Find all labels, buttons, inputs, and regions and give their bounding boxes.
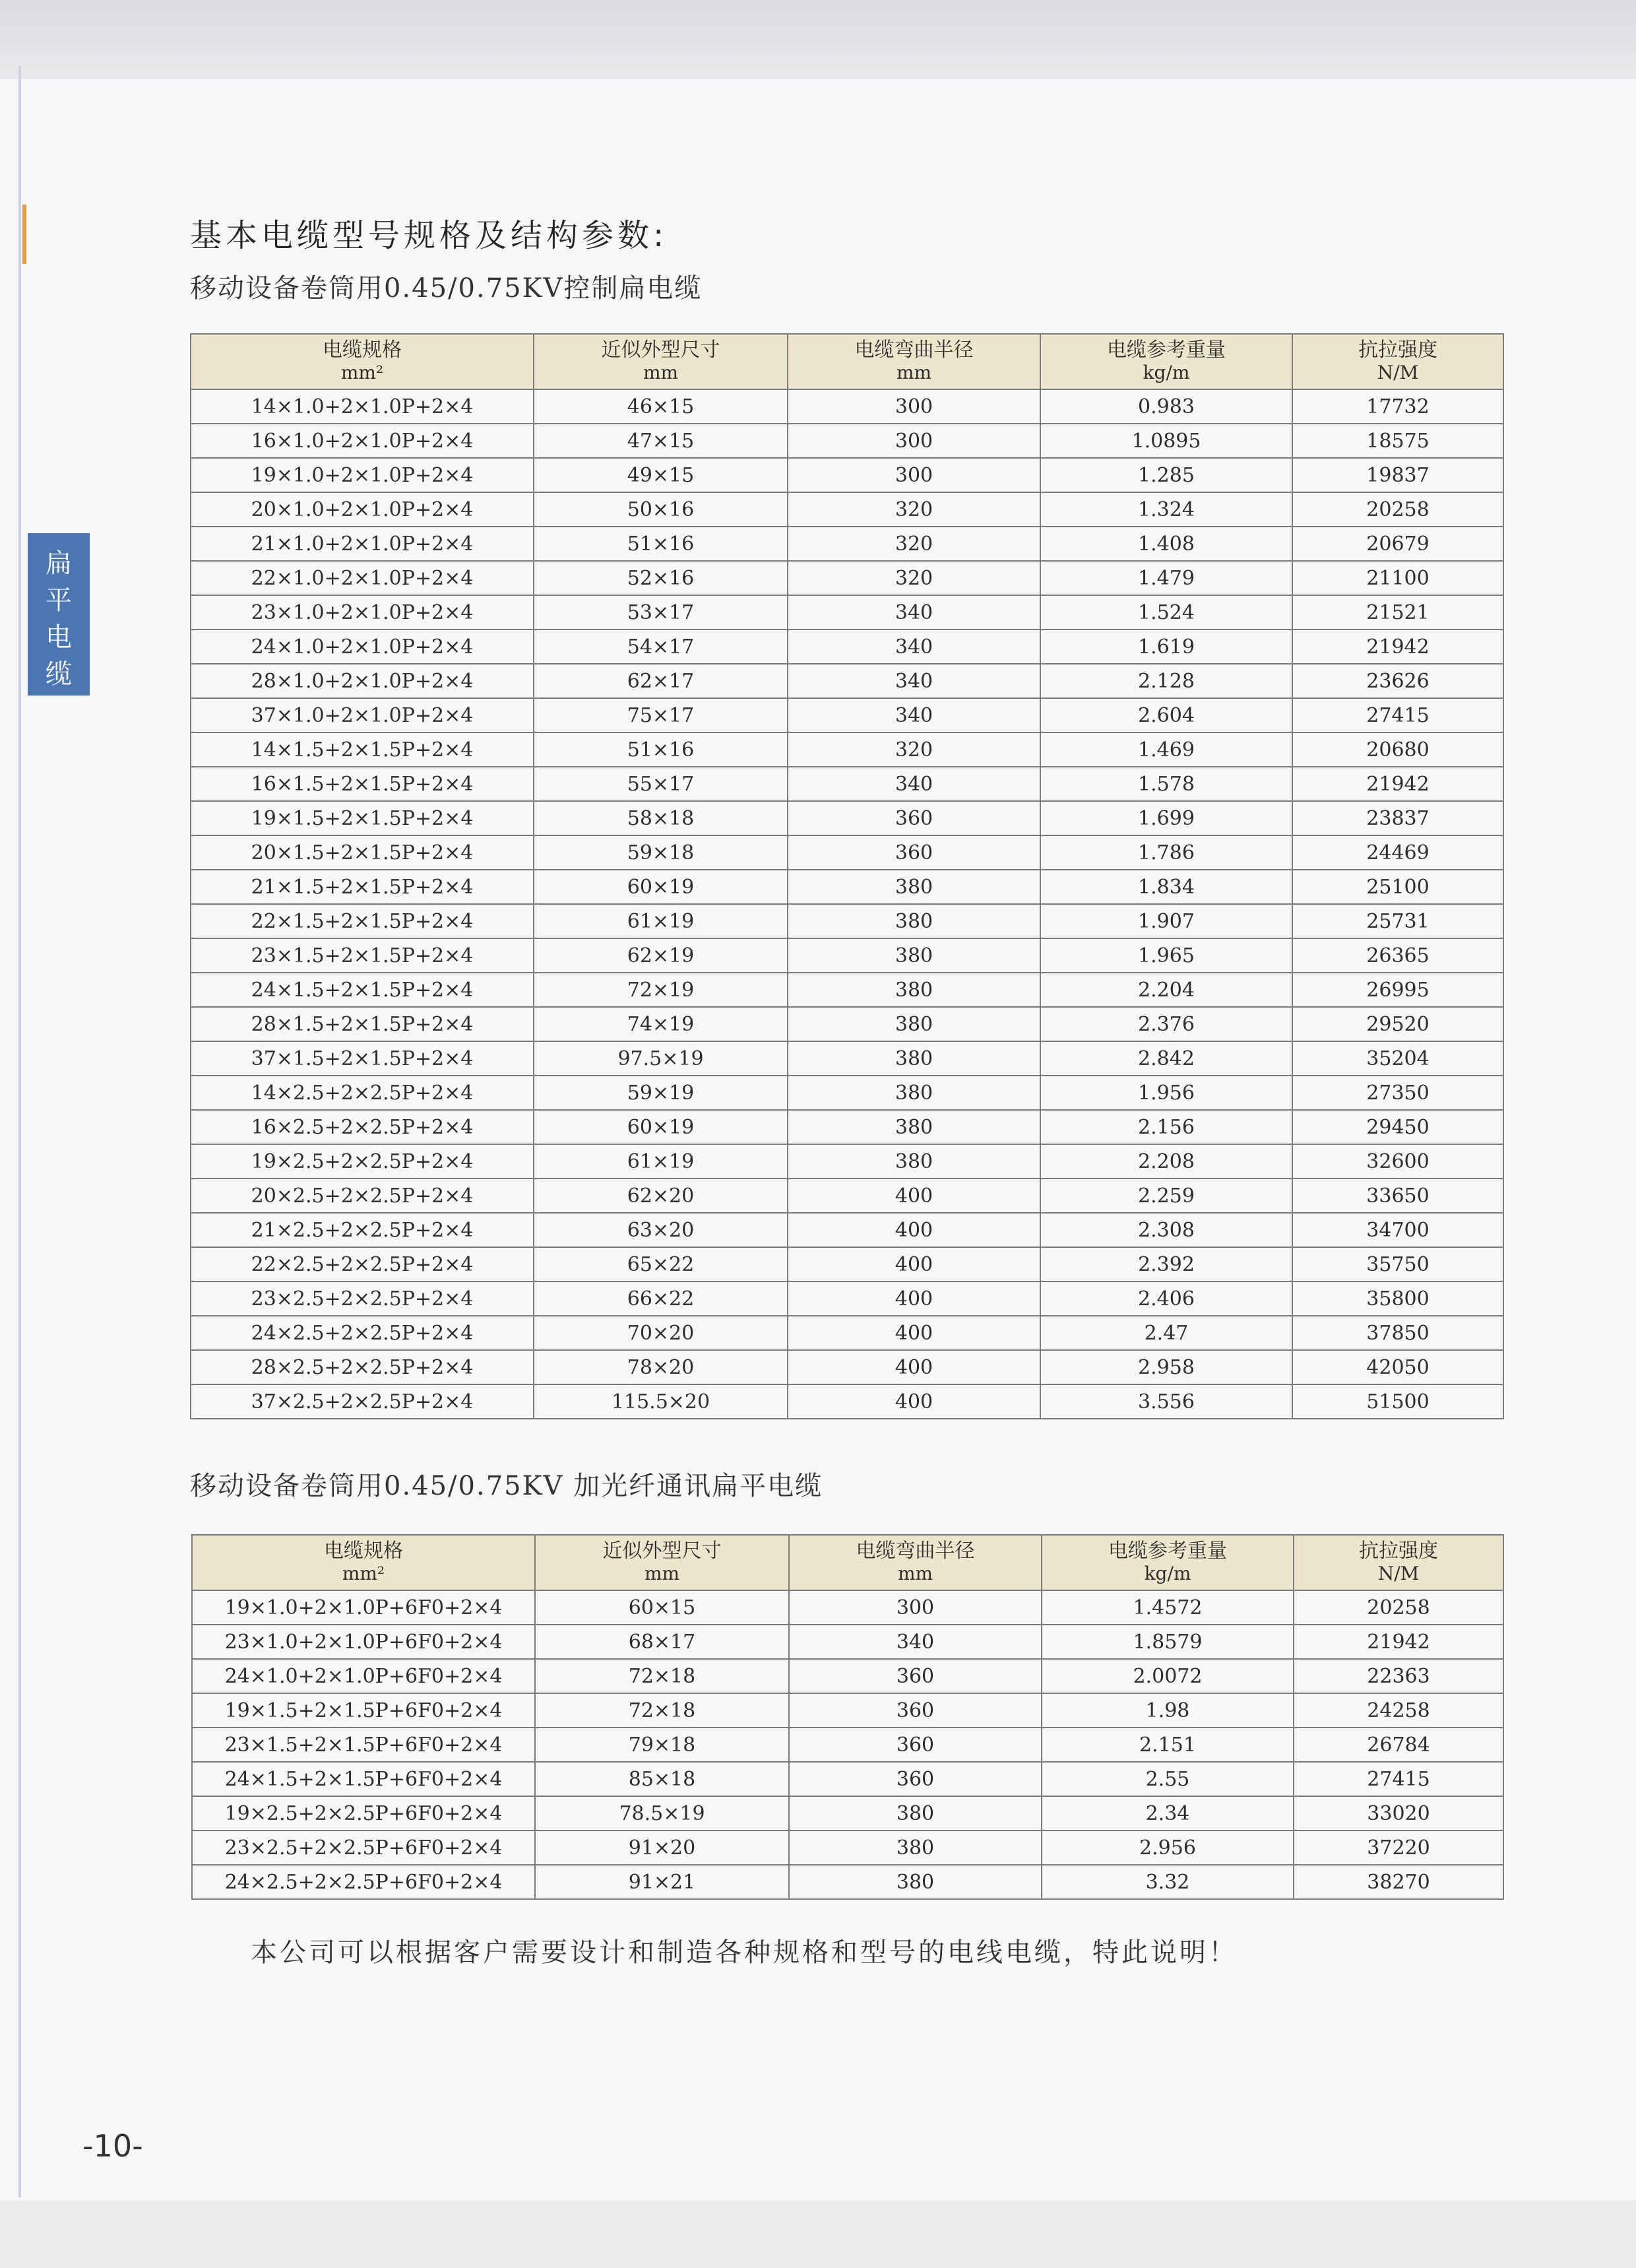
cell-dimensions: 52×16 — [534, 561, 788, 595]
cell-dimensions: 60×19 — [534, 870, 788, 904]
cell-weight: 1.4572 — [1042, 1590, 1294, 1625]
cell-spec: 19×1.5+2×1.5P+6F0+2×4 — [192, 1693, 535, 1728]
table-row — [191, 870, 1503, 904]
cell-dimensions: 75×17 — [534, 698, 788, 732]
cell-bend-radius: 300 — [788, 389, 1040, 424]
top-scan-band — [0, 0, 1636, 79]
table-row — [191, 1110, 1503, 1144]
cell-tensile: 37850 — [1292, 1316, 1503, 1350]
cell-bend-radius: 360 — [789, 1659, 1042, 1693]
cell-dimensions: 62×17 — [534, 664, 788, 698]
cell-weight: 2.956 — [1042, 1831, 1294, 1865]
table-row — [191, 1144, 1503, 1179]
cell-weight: 1.469 — [1040, 732, 1292, 767]
cell-weight: 1.408 — [1040, 527, 1292, 561]
cell-spec: 37×1.5+2×1.5P+2×4 — [191, 1041, 534, 1076]
cell-dimensions: 91×20 — [535, 1831, 789, 1865]
footer-note: 本公司可以根据客户需要设计和制造各种规格和型号的电线电缆，特此说明！ — [251, 1937, 1238, 1968]
cell-spec: 14×1.5+2×1.5P+2×4 — [191, 732, 534, 767]
cell-bend-radius: 340 — [788, 767, 1040, 801]
cell-spec: 37×1.0+2×1.0P+2×4 — [191, 698, 534, 732]
table-row — [192, 1865, 1503, 1899]
table-row — [191, 389, 1503, 424]
cell-dimensions: 97.5×19 — [534, 1041, 788, 1076]
cell-weight: 2.55 — [1042, 1762, 1294, 1796]
cell-bend-radius: 360 — [788, 835, 1040, 870]
cell-tensile: 20258 — [1294, 1590, 1503, 1625]
cell-tensile: 24258 — [1294, 1693, 1503, 1728]
cell-weight: 2.0072 — [1042, 1659, 1294, 1693]
cell-spec: 28×2.5+2×2.5P+2×4 — [191, 1350, 534, 1384]
cell-weight: 2.842 — [1040, 1041, 1292, 1076]
cell-tensile: 20258 — [1292, 492, 1503, 527]
cell-spec: 24×1.0+2×1.0P+2×4 — [191, 630, 534, 664]
cell-tensile: 23837 — [1292, 801, 1503, 835]
cell-dimensions: 62×20 — [534, 1179, 788, 1213]
table-row — [191, 1076, 1503, 1110]
table-row — [191, 973, 1503, 1007]
cell-spec: 19×2.5+2×2.5P+6F0+2×4 — [192, 1796, 535, 1831]
cell-bend-radius: 380 — [788, 1007, 1040, 1041]
cell-weight: 1.786 — [1040, 835, 1292, 870]
cell-weight: 1.98 — [1042, 1693, 1294, 1728]
cell-weight: 0.983 — [1040, 389, 1292, 424]
cell-weight: 3.32 — [1042, 1865, 1294, 1899]
cell-dimensions: 51×16 — [534, 527, 788, 561]
table-row — [192, 1796, 1503, 1831]
cell-dimensions: 68×17 — [535, 1625, 789, 1659]
table-row — [191, 664, 1503, 698]
side-tab-char: 扁 — [46, 548, 72, 579]
cell-tensile: 37220 — [1294, 1831, 1503, 1865]
cell-dimensions: 65×22 — [534, 1247, 788, 1281]
cell-tensile: 33020 — [1294, 1796, 1503, 1831]
cell-spec: 24×1.5+2×1.5P+2×4 — [191, 973, 534, 1007]
cell-dimensions: 66×22 — [534, 1281, 788, 1316]
side-tab-flat-cable — [28, 533, 90, 696]
cell-bend-radius: 380 — [788, 1041, 1040, 1076]
cell-tensile: 34700 — [1292, 1213, 1503, 1247]
cell-weight: 1.324 — [1040, 492, 1292, 527]
cell-weight: 2.308 — [1040, 1213, 1292, 1247]
cell-spec: 22×1.0+2×1.0P+2×4 — [191, 561, 534, 595]
control-cable-spec-table — [190, 333, 1504, 1419]
cell-spec: 37×2.5+2×2.5P+2×4 — [191, 1384, 534, 1419]
col-header-dimensions: 近似外型尺寸 mm — [535, 1535, 789, 1590]
cell-tensile: 27415 — [1292, 698, 1503, 732]
table-row — [192, 1831, 1503, 1865]
cell-weight: 2.204 — [1040, 973, 1292, 1007]
cell-spec: 23×1.5+2×1.5P+6F0+2×4 — [192, 1728, 535, 1762]
cell-bend-radius: 380 — [788, 973, 1040, 1007]
table-row — [191, 1281, 1503, 1316]
cell-tensile: 38270 — [1294, 1865, 1503, 1899]
table-row — [192, 1625, 1503, 1659]
cell-bend-radius: 400 — [788, 1213, 1040, 1247]
cell-dimensions: 79×18 — [535, 1728, 789, 1762]
table-row — [191, 835, 1503, 870]
cell-spec: 20×2.5+2×2.5P+2×4 — [191, 1179, 534, 1213]
cell-tensile: 22363 — [1294, 1659, 1503, 1693]
table-row — [192, 1693, 1503, 1728]
table-row — [191, 801, 1503, 835]
cell-dimensions: 51×16 — [534, 732, 788, 767]
cell-tensile: 20680 — [1292, 732, 1503, 767]
cell-weight: 2.406 — [1040, 1281, 1292, 1316]
cell-weight: 2.208 — [1040, 1144, 1292, 1179]
orange-edge-mark — [22, 205, 26, 264]
table-row — [191, 561, 1503, 595]
table-row — [191, 1041, 1503, 1076]
cell-weight: 2.47 — [1040, 1316, 1292, 1350]
cell-spec: 16×1.0+2×1.0P+2×4 — [191, 424, 534, 458]
cell-weight: 1.956 — [1040, 1076, 1292, 1110]
cell-tensile: 25731 — [1292, 904, 1503, 938]
table-row — [191, 1384, 1503, 1419]
cell-spec: 14×1.0+2×1.0P+2×4 — [191, 389, 534, 424]
cell-dimensions: 74×19 — [534, 1007, 788, 1041]
col-header-bend-radius: 电缆弯曲半径 mm — [788, 334, 1040, 389]
table-row — [192, 1590, 1503, 1625]
table-row — [191, 1316, 1503, 1350]
cell-spec: 24×1.0+2×1.0P+6F0+2×4 — [192, 1659, 535, 1693]
cell-tensile: 27350 — [1292, 1076, 1503, 1110]
cell-dimensions: 91×21 — [535, 1865, 789, 1899]
cell-bend-radius: 380 — [788, 1144, 1040, 1179]
cell-dimensions: 62×19 — [534, 938, 788, 973]
cell-spec: 23×2.5+2×2.5P+6F0+2×4 — [192, 1831, 535, 1865]
cell-bend-radius: 400 — [788, 1384, 1040, 1419]
cell-bend-radius: 340 — [789, 1625, 1042, 1659]
cell-dimensions: 85×18 — [535, 1762, 789, 1796]
side-tab-char: 电 — [46, 622, 72, 653]
cell-spec: 21×2.5+2×2.5P+2×4 — [191, 1213, 534, 1247]
table-row — [191, 1247, 1503, 1281]
cell-dimensions: 54×17 — [534, 630, 788, 664]
cell-weight: 2.259 — [1040, 1179, 1292, 1213]
cell-weight: 1.699 — [1040, 801, 1292, 835]
cell-spec: 24×1.5+2×1.5P+6F0+2×4 — [192, 1762, 535, 1796]
cell-weight: 1.285 — [1040, 458, 1292, 492]
cell-spec: 19×1.0+2×1.0P+2×4 — [191, 458, 534, 492]
side-tab-char: 平 — [46, 585, 72, 616]
cell-weight: 1.479 — [1040, 561, 1292, 595]
cell-dimensions: 61×19 — [534, 1144, 788, 1179]
cell-dimensions: 60×15 — [535, 1590, 789, 1625]
cell-weight: 1.8579 — [1042, 1625, 1294, 1659]
cell-spec: 23×1.0+2×1.0P+6F0+2×4 — [192, 1625, 535, 1659]
cell-weight: 2.156 — [1040, 1110, 1292, 1144]
cell-tensile: 24469 — [1292, 835, 1503, 870]
cell-bend-radius: 300 — [788, 424, 1040, 458]
cell-spec: 22×2.5+2×2.5P+2×4 — [191, 1247, 534, 1281]
cell-bend-radius: 340 — [788, 630, 1040, 664]
cell-dimensions: 63×20 — [534, 1213, 788, 1247]
cell-spec: 14×2.5+2×2.5P+2×4 — [191, 1076, 534, 1110]
cell-weight: 2.958 — [1040, 1350, 1292, 1384]
cell-weight: 1.834 — [1040, 870, 1292, 904]
section1-title: 移动设备卷筒用0.45/0.75KV控制扁电缆 — [190, 273, 703, 304]
cell-dimensions: 72×19 — [534, 973, 788, 1007]
col-header-tensile: 抗拉强度 N/M — [1294, 1535, 1503, 1590]
cell-tensile: 35800 — [1292, 1281, 1503, 1316]
cell-weight: 2.392 — [1040, 1247, 1292, 1281]
cell-tensile: 26365 — [1292, 938, 1503, 973]
cell-tensile: 32600 — [1292, 1144, 1503, 1179]
cell-bend-radius: 340 — [788, 698, 1040, 732]
table-row — [191, 458, 1503, 492]
cell-dimensions: 47×15 — [534, 424, 788, 458]
cell-bend-radius: 400 — [788, 1316, 1040, 1350]
cell-spec: 24×2.5+2×2.5P+6F0+2×4 — [192, 1865, 535, 1899]
cell-tensile: 35204 — [1292, 1041, 1503, 1076]
cell-tensile: 21100 — [1292, 561, 1503, 595]
cell-dimensions: 59×18 — [534, 835, 788, 870]
cell-bend-radius: 320 — [788, 732, 1040, 767]
table-row — [191, 1350, 1503, 1384]
bottom-scan-band — [0, 2201, 1636, 2268]
cell-bend-radius: 400 — [788, 1247, 1040, 1281]
table-row — [191, 767, 1503, 801]
cell-tensile: 51500 — [1292, 1384, 1503, 1419]
cell-dimensions: 115.5×20 — [534, 1384, 788, 1419]
cell-weight: 2.151 — [1042, 1728, 1294, 1762]
table-row — [192, 1659, 1503, 1693]
cell-tensile: 21942 — [1292, 767, 1503, 801]
cell-tensile: 18575 — [1292, 424, 1503, 458]
cell-dimensions: 58×18 — [534, 801, 788, 835]
cell-tensile: 26784 — [1294, 1728, 1503, 1762]
table-row — [191, 698, 1503, 732]
table-row — [191, 1007, 1503, 1041]
cell-bend-radius: 380 — [788, 904, 1040, 938]
cell-tensile: 29520 — [1292, 1007, 1503, 1041]
table-row — [191, 595, 1503, 630]
cell-weight: 2.128 — [1040, 664, 1292, 698]
cell-bend-radius: 360 — [789, 1693, 1042, 1728]
table-row — [191, 492, 1503, 527]
cell-dimensions: 55×17 — [534, 767, 788, 801]
table-row — [191, 527, 1503, 561]
cell-bend-radius: 380 — [789, 1796, 1042, 1831]
cell-spec: 28×1.5+2×1.5P+2×4 — [191, 1007, 534, 1041]
cell-weight: 3.556 — [1040, 1384, 1292, 1419]
cell-dimensions: 72×18 — [535, 1693, 789, 1728]
table-header-row — [191, 334, 1503, 389]
cell-dimensions: 78×20 — [534, 1350, 788, 1384]
col-header-dimensions: 近似外型尺寸 mm — [534, 334, 788, 389]
table-row — [191, 630, 1503, 664]
table-row — [191, 732, 1503, 767]
cell-weight: 1.965 — [1040, 938, 1292, 973]
table-row — [191, 904, 1503, 938]
cell-tensile: 25100 — [1292, 870, 1503, 904]
cell-spec: 20×1.0+2×1.0P+2×4 — [191, 492, 534, 527]
cell-spec: 21×1.0+2×1.0P+2×4 — [191, 527, 534, 561]
cell-tensile: 21942 — [1292, 630, 1503, 664]
col-header-weight: 电缆参考重量 kg/m — [1042, 1535, 1294, 1590]
cell-dimensions: 70×20 — [534, 1316, 788, 1350]
cell-bend-radius: 360 — [788, 801, 1040, 835]
cell-bend-radius: 360 — [789, 1762, 1042, 1796]
page-heading: 基本电缆型号规格及结构参数: — [190, 217, 668, 254]
cell-tensile: 26995 — [1292, 973, 1503, 1007]
cell-dimensions: 59×19 — [534, 1076, 788, 1110]
table-row — [191, 1179, 1503, 1213]
cell-spec: 28×1.0+2×1.0P+2×4 — [191, 664, 534, 698]
fiber-cable-spec-table — [191, 1534, 1504, 1900]
col-header-spec: 电缆规格 mm² — [192, 1535, 535, 1590]
side-tab-char: 缆 — [46, 659, 72, 690]
page-number: -10- — [82, 2128, 143, 2164]
cell-weight: 2.34 — [1042, 1796, 1294, 1831]
cell-weight: 2.376 — [1040, 1007, 1292, 1041]
cell-spec: 21×1.5+2×1.5P+2×4 — [191, 870, 534, 904]
cell-dimensions: 50×16 — [534, 492, 788, 527]
cell-bend-radius: 380 — [789, 1865, 1042, 1899]
cell-bend-radius: 320 — [788, 527, 1040, 561]
cell-tensile: 21521 — [1292, 595, 1503, 630]
section2-title: 移动设备卷筒用0.45/0.75KV 加光纤通讯扁平电缆 — [190, 1471, 823, 1501]
cell-weight: 1.0895 — [1040, 424, 1292, 458]
left-margin-rule — [18, 66, 21, 2197]
table-header-row — [192, 1535, 1503, 1590]
cell-spec: 16×1.5+2×1.5P+2×4 — [191, 767, 534, 801]
cell-dimensions: 49×15 — [534, 458, 788, 492]
cell-bend-radius: 380 — [788, 1076, 1040, 1110]
cell-tensile: 42050 — [1292, 1350, 1503, 1384]
table-row — [191, 1213, 1503, 1247]
cell-spec: 19×2.5+2×2.5P+2×4 — [191, 1144, 534, 1179]
cell-bend-radius: 380 — [788, 870, 1040, 904]
col-header-spec: 电缆规格 mm² — [191, 334, 534, 389]
cell-bend-radius: 400 — [788, 1350, 1040, 1384]
cell-bend-radius: 300 — [788, 458, 1040, 492]
cell-tensile: 17732 — [1292, 389, 1503, 424]
cell-tensile: 20679 — [1292, 527, 1503, 561]
cell-bend-radius: 320 — [788, 492, 1040, 527]
cell-bend-radius: 300 — [789, 1590, 1042, 1625]
table-row — [192, 1728, 1503, 1762]
cell-dimensions: 78.5×19 — [535, 1796, 789, 1831]
table-row — [191, 424, 1503, 458]
cell-tensile: 27415 — [1294, 1762, 1503, 1796]
cell-spec: 23×1.5+2×1.5P+2×4 — [191, 938, 534, 973]
cell-weight: 1.524 — [1040, 595, 1292, 630]
cell-tensile: 35750 — [1292, 1247, 1503, 1281]
cell-bend-radius: 380 — [788, 938, 1040, 973]
cell-bend-radius: 340 — [788, 664, 1040, 698]
cell-bend-radius: 380 — [789, 1831, 1042, 1865]
cell-bend-radius: 360 — [789, 1728, 1042, 1762]
cell-tensile: 33650 — [1292, 1179, 1503, 1213]
cell-spec: 23×1.0+2×1.0P+2×4 — [191, 595, 534, 630]
cell-tensile: 19837 — [1292, 458, 1503, 492]
cell-weight: 1.619 — [1040, 630, 1292, 664]
col-header-weight: 电缆参考重量 kg/m — [1040, 334, 1292, 389]
cell-dimensions: 61×19 — [534, 904, 788, 938]
cell-bend-radius: 340 — [788, 595, 1040, 630]
col-header-tensile: 抗拉强度 N/M — [1292, 334, 1503, 389]
cell-weight: 1.907 — [1040, 904, 1292, 938]
cell-dimensions: 53×17 — [534, 595, 788, 630]
col-header-bend-radius: 电缆弯曲半径 mm — [789, 1535, 1042, 1590]
cell-tensile: 29450 — [1292, 1110, 1503, 1144]
table-row — [192, 1762, 1503, 1796]
cell-spec: 16×2.5+2×2.5P+2×4 — [191, 1110, 534, 1144]
cell-tensile: 21942 — [1294, 1625, 1503, 1659]
cell-dimensions: 72×18 — [535, 1659, 789, 1693]
cell-bend-radius: 320 — [788, 561, 1040, 595]
cell-spec: 22×1.5+2×1.5P+2×4 — [191, 904, 534, 938]
cell-spec: 20×1.5+2×1.5P+2×4 — [191, 835, 534, 870]
cell-bend-radius: 380 — [788, 1110, 1040, 1144]
cell-dimensions: 46×15 — [534, 389, 788, 424]
cell-weight: 1.578 — [1040, 767, 1292, 801]
cell-bend-radius: 400 — [788, 1281, 1040, 1316]
cell-spec: 24×2.5+2×2.5P+2×4 — [191, 1316, 534, 1350]
cell-spec: 19×1.0+2×1.0P+6F0+2×4 — [192, 1590, 535, 1625]
cell-spec: 19×1.5+2×1.5P+2×4 — [191, 801, 534, 835]
cell-weight: 2.604 — [1040, 698, 1292, 732]
cell-bend-radius: 400 — [788, 1179, 1040, 1213]
cell-spec: 23×2.5+2×2.5P+2×4 — [191, 1281, 534, 1316]
table-row — [191, 938, 1503, 973]
cell-dimensions: 60×19 — [534, 1110, 788, 1144]
cell-tensile: 23626 — [1292, 664, 1503, 698]
